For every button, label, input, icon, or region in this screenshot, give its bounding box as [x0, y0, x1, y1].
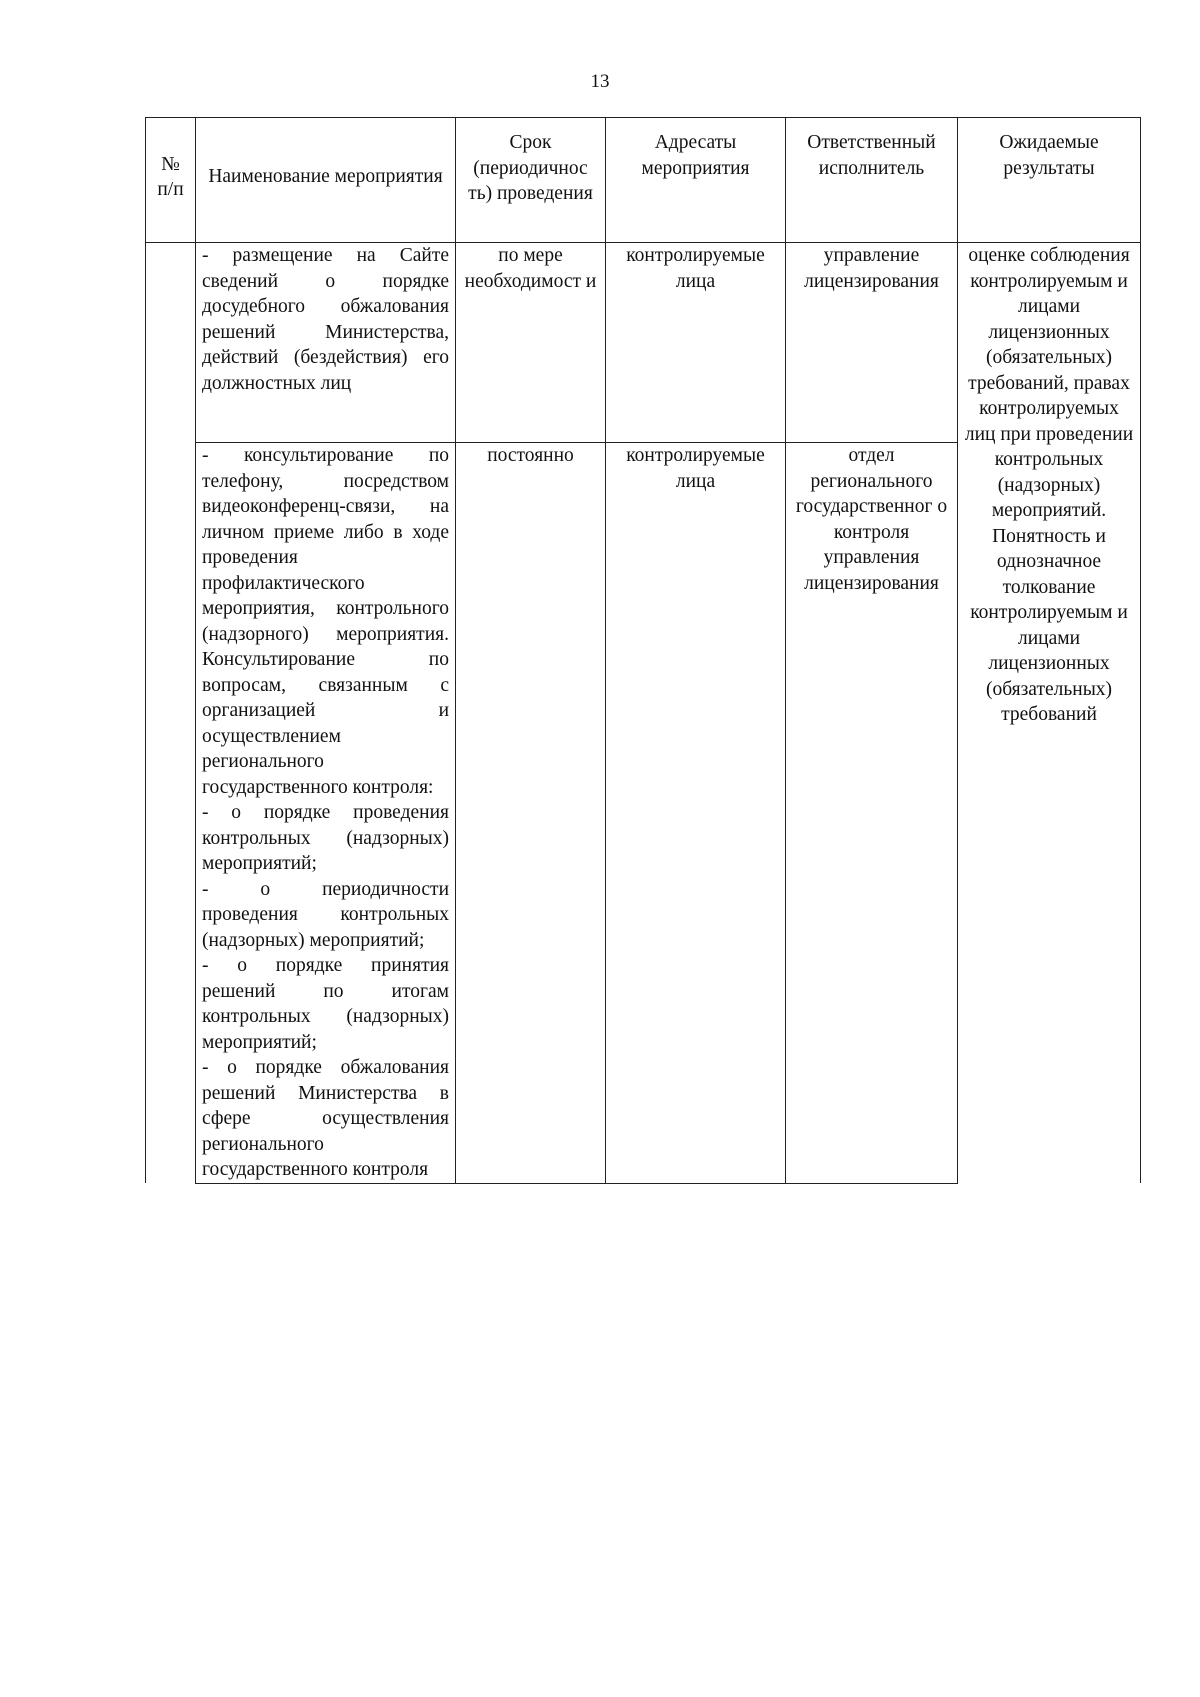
activity-name-item: - о порядке принятия решений по итогам контрольных (надзорных) мероприятий; [202, 955, 449, 1053]
header-executor: Ответственный исполнитель [786, 118, 958, 243]
header-name: Наименование мероприятия [196, 118, 456, 243]
activities-table [145, 117, 1141, 1184]
header-addressees: Адресаты мероприятия [606, 118, 786, 243]
activity-name-cell [196, 443, 456, 1184]
activity-name-item: - о порядке обжалования решений Министерства в сфере осуществления регионального государственного контроля [202, 1057, 449, 1180]
page-number: 13 [590, 71, 610, 92]
addressees-cell: контролируемые лица [606, 443, 786, 1184]
table-row [146, 243, 1141, 443]
activity-name-intro: - консультирование по телефону, посредством видеоконференц-связи, на личном приеме либо в ходе проведения профилактического мероприятия, контрольного (надзорного) мероприятия. Консультирование по вопросам, связанным с организацией и осуществлением регионального государственного контроля: [202, 445, 449, 798]
activity-name-cell: - размещение на Сайте сведений о порядке досудебного обжалования решений Министерства, действий (бездействия) его должностных лиц [196, 243, 456, 443]
header-results: Ожидаемые результаты [958, 118, 1141, 243]
header-term: Срок (периодичнос ть) проведения [456, 118, 606, 243]
results-cell: оценке соблюдения контролируемым и лицами лицензионных (обязательных) требований, правах контролируемых лиц при проведении контрольных (надзорных) мероприятий. Понятность и однозначное толкование контролируемым и лицами лицензионных (обязательных) требований [958, 243, 1141, 1184]
term-cell: постоянно [456, 443, 606, 1184]
executor-cell: управление лицензирования [786, 243, 958, 443]
row-number-cell [146, 243, 196, 1184]
table-header [146, 118, 1141, 243]
addressees-cell: контролируемые лица [606, 243, 786, 443]
term-cell: по мере необходимост и [456, 243, 606, 443]
executor-cell: отдел регионального государственног о контроля управления лицензирования [786, 443, 958, 1184]
activity-name-item: - о порядке проведения контрольных (надзорных) мероприятий; [202, 802, 449, 874]
header-number: № п/п [146, 118, 196, 243]
activity-name-item: - о периодичности проведения контрольных (надзорных) мероприятий; [202, 878, 449, 951]
